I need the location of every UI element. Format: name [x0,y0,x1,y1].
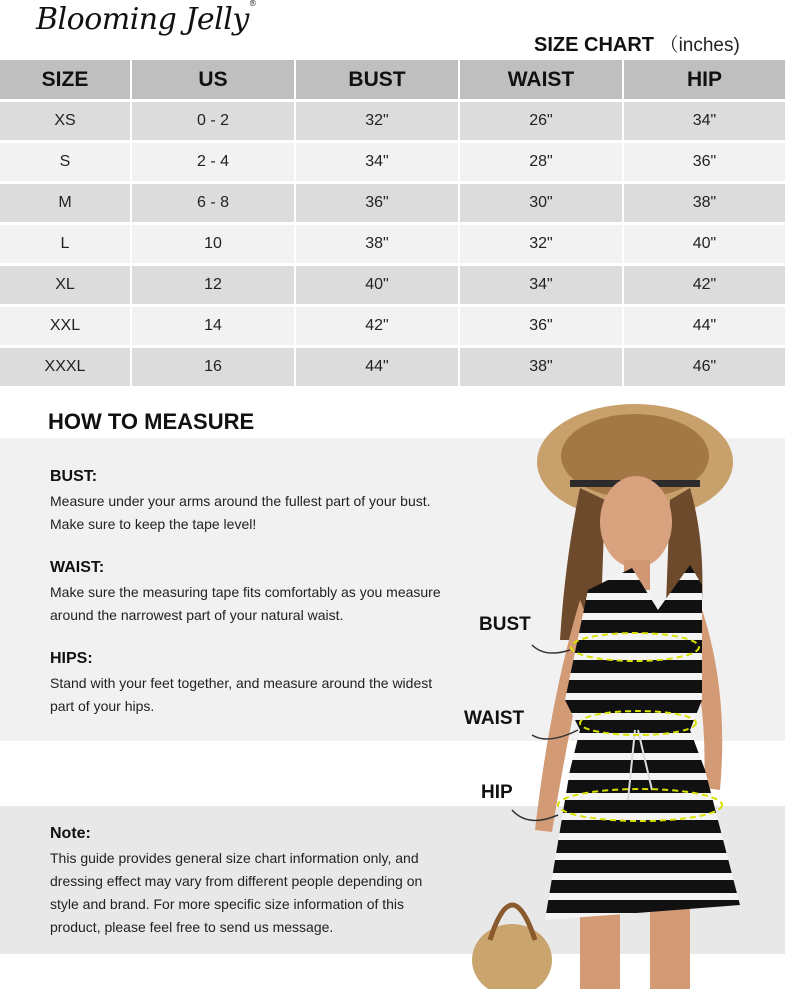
table-row [0,224,785,265]
cell-hip: 38" [623,183,785,224]
chart-unit: （inches) [659,35,740,56]
note-line: product, please feel free to send us message. [50,919,334,935]
cell-us: 12 [131,265,295,306]
cell-size: S [0,142,131,183]
hips-instructions [50,650,460,718]
brand-name: Blooming Jelly [36,2,249,37]
cell-hip: 46" [623,347,785,387]
cell-hip: 42" [623,265,785,306]
note-line: dressing effect may vary from different people depending on [50,873,423,889]
table-row [0,101,785,142]
how-to-measure-title: HOW TO MEASURE [48,409,255,434]
cell-waist: 36" [459,306,623,347]
leg-right [650,905,690,989]
header-size: SIZE [0,60,131,101]
brand-logo [36,2,256,37]
waist-label: WAIST [464,708,525,729]
note-line: This guide provides general size chart information only, and [50,850,419,866]
table-row [0,347,785,387]
cell-size: M [0,183,131,224]
cell-us: 16 [131,347,295,387]
cell-hip: 34" [623,101,785,142]
cell-bust: 32" [295,101,459,142]
waist-instructions [50,559,460,627]
cell-us: 2 - 4 [131,142,295,183]
note-line: style and brand. For more specific size information of this [50,896,405,912]
cell-size: L [0,224,131,265]
waist-line: Make sure the measuring tape fits comfortably as you measure [50,584,441,600]
waist-line: around the narrowest part of your natural waist. [50,607,344,623]
table-row [0,183,785,224]
hip-label: HIP [481,782,513,803]
hips-line: part of your hips. [50,698,155,714]
cell-waist: 30" [459,183,623,224]
note-heading: Note: [50,825,91,842]
hips-heading: HIPS: [50,650,93,667]
waist-heading: WAIST: [50,559,105,576]
bust-line: Measure under your arms around the fullest part of your bust. [50,493,431,509]
chart-title [534,30,740,57]
cell-size: XXXL [0,347,131,387]
cell-size: XL [0,265,131,306]
cell-hip: 44" [623,306,785,347]
leg-left [580,905,620,989]
bust-line: Make sure to keep the tape level! [50,516,257,532]
registered-mark: ® [248,0,257,8]
table-row [0,265,785,306]
chart-title-text: SIZE CHART [534,34,654,56]
cell-waist: 38" [459,347,623,387]
cell-bust: 36" [295,183,459,224]
cell-waist: 26" [459,101,623,142]
bust-instructions [50,468,460,536]
cell-size: XXL [0,306,131,347]
header-us: US [131,60,295,101]
table-row [0,142,785,183]
cell-bust: 34" [295,142,459,183]
bust-label: BUST [479,614,531,635]
cell-bust: 38" [295,224,459,265]
straw-bag [472,924,552,989]
cell-us: 0 - 2 [131,101,295,142]
header-bust: BUST [295,60,459,101]
bust-pointer [532,645,570,653]
table-header-row [0,60,785,101]
bust-heading: BUST: [50,468,98,485]
cell-bust: 40" [295,265,459,306]
header-hip: HIP [623,60,785,101]
face [600,476,672,568]
cell-bust: 42" [295,306,459,347]
model-illustration [440,400,785,989]
cell-bust: 44" [295,347,459,387]
cell-waist: 32" [459,224,623,265]
cell-hip: 40" [623,224,785,265]
table-row [0,306,785,347]
cell-us: 6 - 8 [131,183,295,224]
header-waist: WAIST [459,60,623,101]
hips-line: Stand with your feet together, and measure around the widest [50,675,433,691]
cell-size: XS [0,101,131,142]
cell-waist: 34" [459,265,623,306]
note-block [50,825,460,939]
cell-waist: 28" [459,142,623,183]
cell-hip: 36" [623,142,785,183]
cell-us: 10 [131,224,295,265]
size-chart-table [0,60,785,386]
cell-us: 14 [131,306,295,347]
